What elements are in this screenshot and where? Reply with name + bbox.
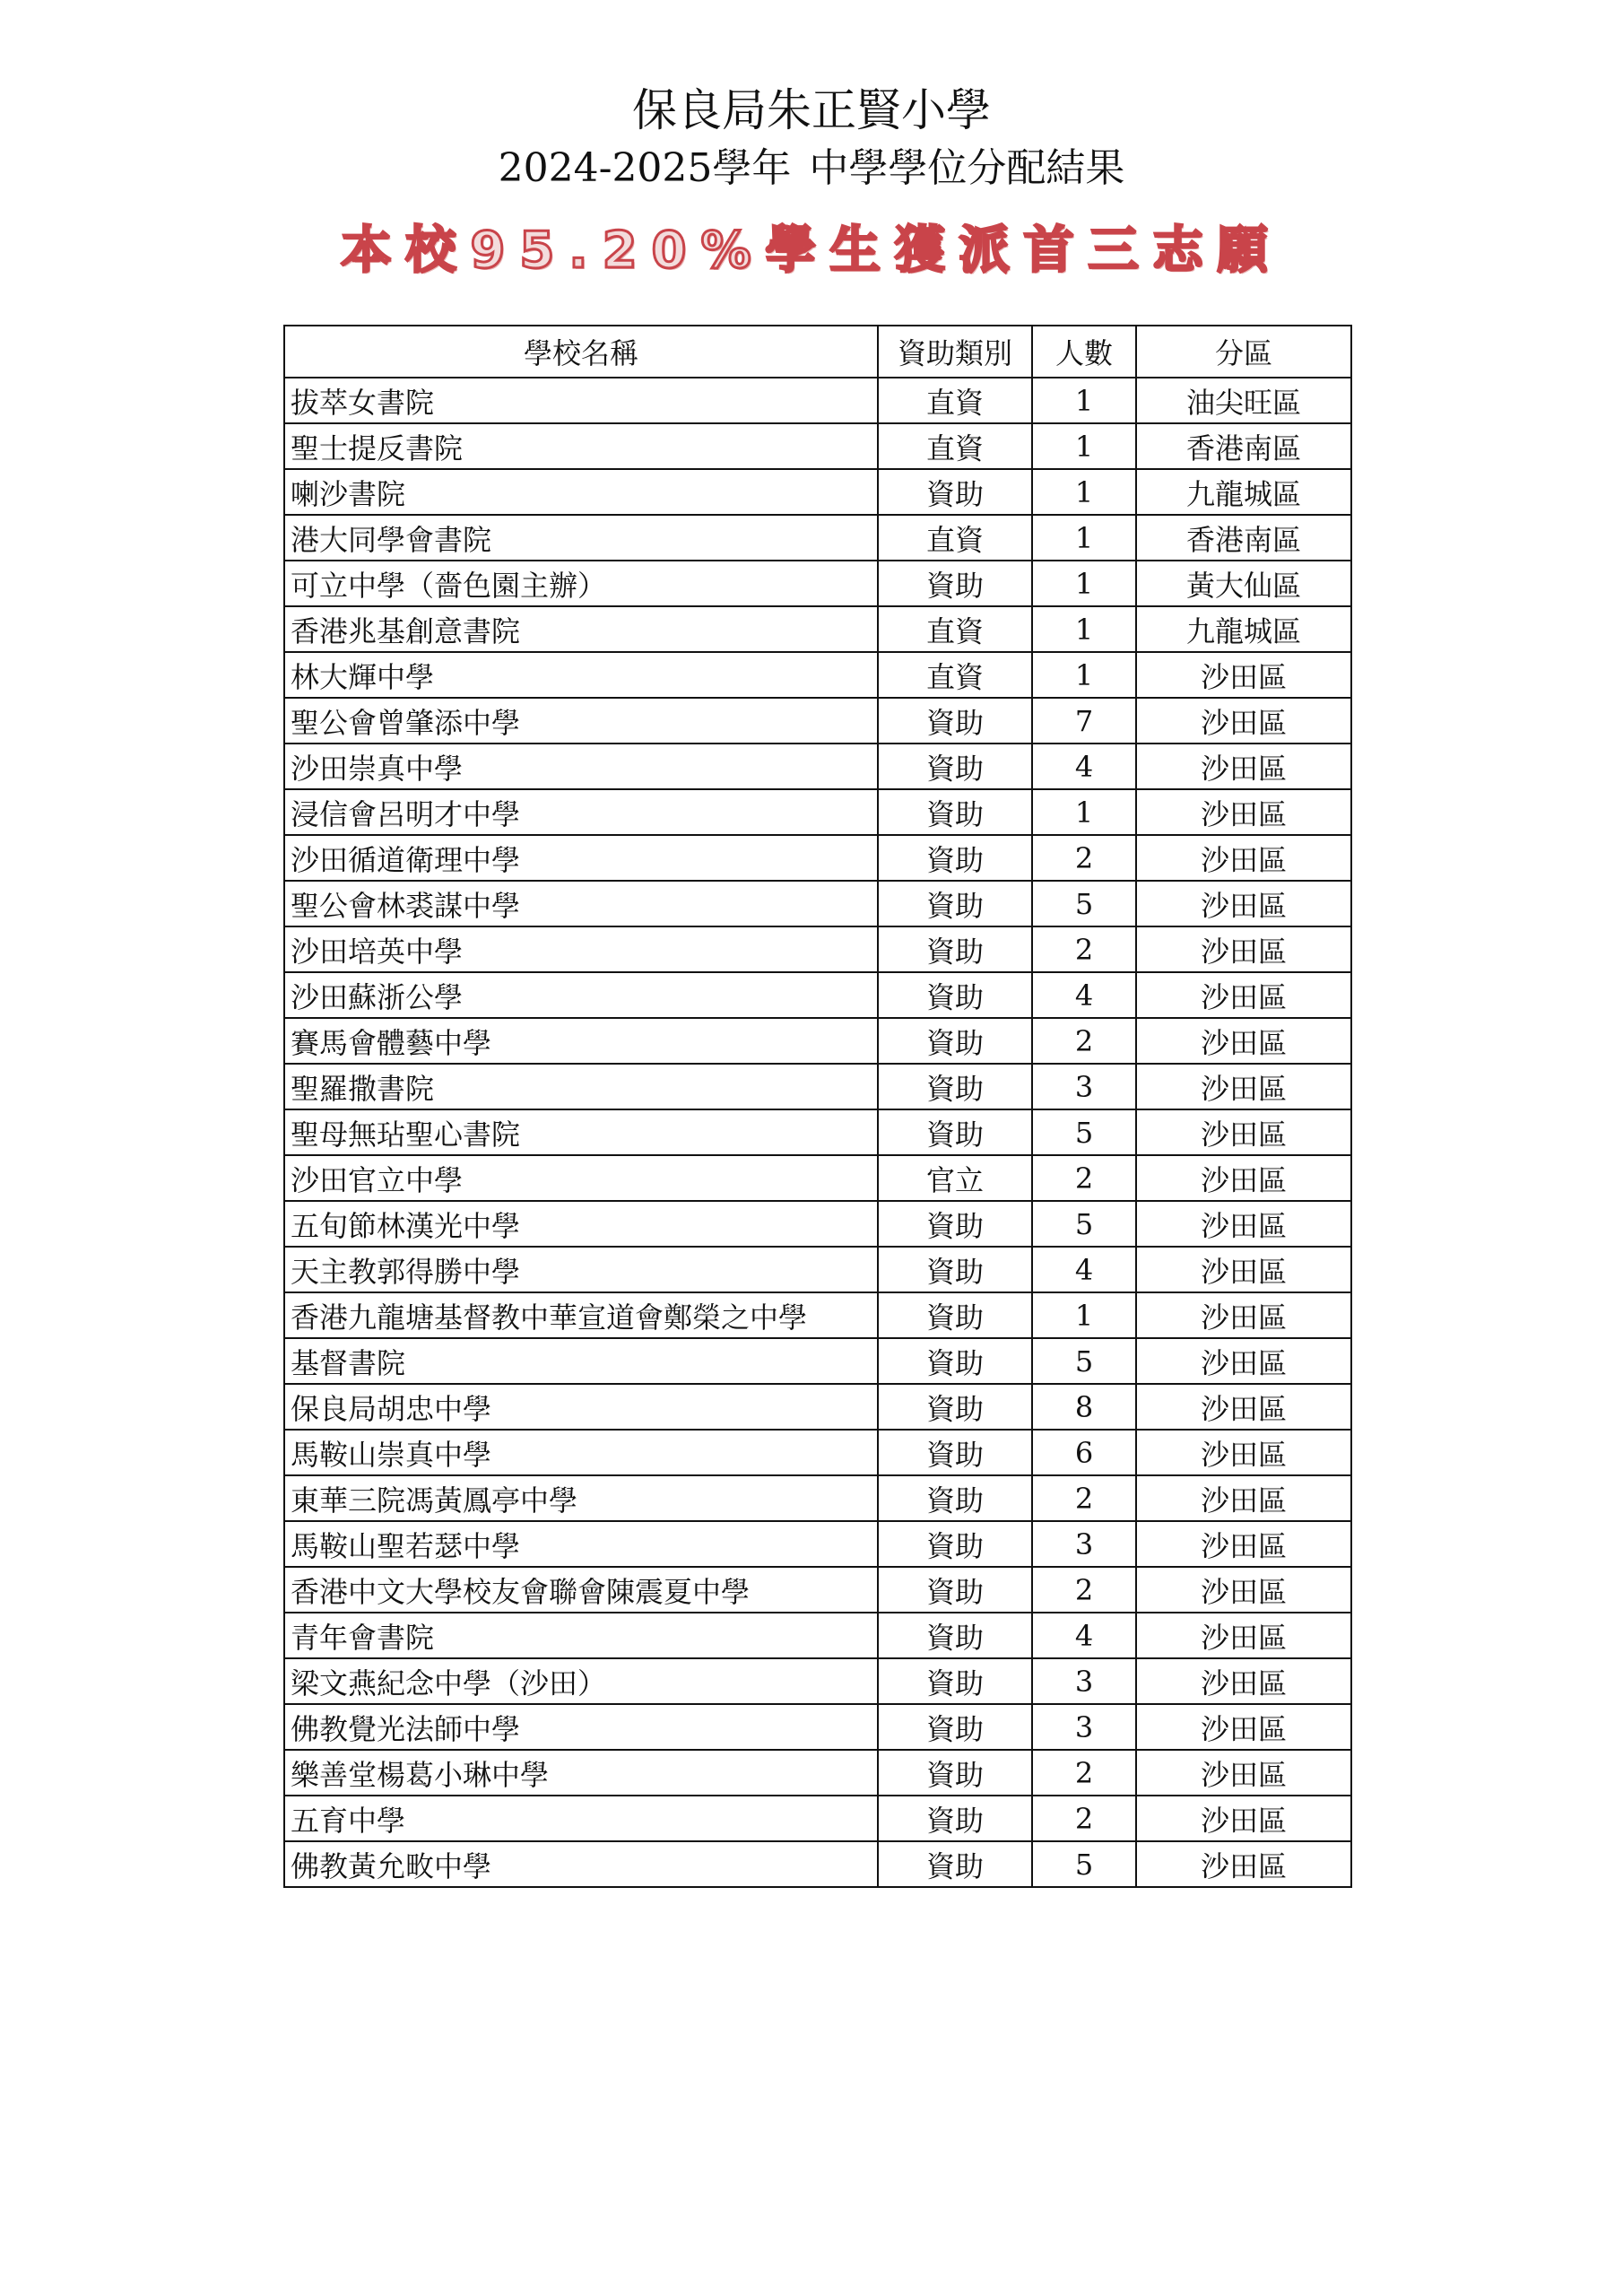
school-name-cell: 沙田培英中學 bbox=[284, 926, 878, 972]
table-row bbox=[284, 926, 1351, 972]
school-name-cell: 沙田官立中學 bbox=[284, 1155, 878, 1201]
table-row bbox=[284, 1201, 1351, 1247]
school-name: 保良局朱正賢小學 bbox=[632, 84, 991, 136]
funding-type-cell: 資助 bbox=[878, 1064, 1032, 1109]
student-count-cell: 2 bbox=[1032, 1796, 1136, 1841]
student-count-cell: 4 bbox=[1032, 1247, 1136, 1292]
district-cell: 黃大仙區 bbox=[1136, 561, 1351, 606]
table-row bbox=[284, 469, 1351, 515]
table-header-row bbox=[284, 326, 1351, 378]
table-row bbox=[284, 1750, 1351, 1796]
funding-type-cell: 資助 bbox=[878, 1475, 1032, 1521]
student-count-cell: 8 bbox=[1032, 1384, 1136, 1430]
table-row bbox=[284, 652, 1351, 698]
table-row bbox=[284, 1475, 1351, 1521]
table-row bbox=[284, 515, 1351, 561]
school-name-cell: 保良局胡忠中學 bbox=[284, 1384, 878, 1430]
column-header-school-name: 學校名稱 bbox=[284, 326, 878, 378]
funding-type-cell: 資助 bbox=[878, 926, 1032, 972]
district-cell: 沙田區 bbox=[1136, 744, 1351, 789]
district-cell: 九龍城區 bbox=[1136, 469, 1351, 515]
student-count-cell: 3 bbox=[1032, 1704, 1136, 1750]
table-row bbox=[284, 1155, 1351, 1201]
school-name-cell: 樂善堂楊葛小琳中學 bbox=[284, 1750, 878, 1796]
table-row bbox=[284, 1247, 1351, 1292]
student-count-cell: 5 bbox=[1032, 1201, 1136, 1247]
student-count-cell: 2 bbox=[1032, 1018, 1136, 1064]
funding-type-cell: 資助 bbox=[878, 1796, 1032, 1841]
school-name-cell: 聖公會林裘謀中學 bbox=[284, 881, 878, 926]
student-count-cell: 2 bbox=[1032, 926, 1136, 972]
student-count-cell: 3 bbox=[1032, 1658, 1136, 1704]
funding-type-cell: 資助 bbox=[878, 1613, 1032, 1658]
district-cell: 沙田區 bbox=[1136, 1384, 1351, 1430]
funding-type-cell: 資助 bbox=[878, 1841, 1032, 1887]
funding-type-cell: 資助 bbox=[878, 1750, 1032, 1796]
funding-type-cell: 直資 bbox=[878, 423, 1032, 469]
school-name-cell: 香港中文大學校友會聯會陳震夏中學 bbox=[284, 1567, 878, 1613]
funding-type-cell: 資助 bbox=[878, 1247, 1032, 1292]
student-count-cell: 1 bbox=[1032, 1292, 1136, 1338]
student-count-cell: 1 bbox=[1032, 561, 1136, 606]
district-cell: 沙田區 bbox=[1136, 1475, 1351, 1521]
district-cell: 沙田區 bbox=[1136, 698, 1351, 744]
funding-type-cell: 資助 bbox=[878, 561, 1032, 606]
district-cell: 沙田區 bbox=[1136, 1064, 1351, 1109]
school-name-cell: 香港兆基創意書院 bbox=[284, 606, 878, 652]
funding-type-cell: 資助 bbox=[878, 469, 1032, 515]
school-name-cell: 東華三院馮黃鳳亭中學 bbox=[284, 1475, 878, 1521]
district-cell: 沙田區 bbox=[1136, 1704, 1351, 1750]
student-count-cell: 1 bbox=[1032, 378, 1136, 423]
school-name-cell: 賽馬會體藝中學 bbox=[284, 1018, 878, 1064]
funding-type-cell: 資助 bbox=[878, 881, 1032, 926]
table-row bbox=[284, 972, 1351, 1018]
funding-type-cell: 資助 bbox=[878, 789, 1032, 835]
student-count-cell: 3 bbox=[1032, 1064, 1136, 1109]
district-cell: 九龍城區 bbox=[1136, 606, 1351, 652]
funding-type-cell: 官立 bbox=[878, 1155, 1032, 1201]
school-name-cell: 拔萃女書院 bbox=[284, 378, 878, 423]
school-name-cell: 浸信會呂明才中學 bbox=[284, 789, 878, 835]
allocation-result-title: 2024-2025學年 中學學位分配結果 bbox=[498, 145, 1125, 191]
table-row bbox=[284, 1796, 1351, 1841]
district-cell: 沙田區 bbox=[1136, 652, 1351, 698]
table-row bbox=[284, 789, 1351, 835]
student-count-cell: 5 bbox=[1032, 1841, 1136, 1887]
funding-type-cell: 資助 bbox=[878, 698, 1032, 744]
student-count-cell: 1 bbox=[1032, 606, 1136, 652]
table-row bbox=[284, 1109, 1351, 1155]
school-name-cell: 基督書院 bbox=[284, 1338, 878, 1384]
column-header-funding-type: 資助類別 bbox=[878, 326, 1032, 378]
district-cell: 沙田區 bbox=[1136, 1155, 1351, 1201]
funding-type-cell: 資助 bbox=[878, 1292, 1032, 1338]
school-name-cell: 喇沙書院 bbox=[284, 469, 878, 515]
student-count-cell: 2 bbox=[1032, 1567, 1136, 1613]
school-name-cell: 林大輝中學 bbox=[284, 652, 878, 698]
table-row bbox=[284, 1567, 1351, 1613]
funding-type-cell: 資助 bbox=[878, 1201, 1032, 1247]
district-cell: 沙田區 bbox=[1136, 1109, 1351, 1155]
table-row bbox=[284, 1613, 1351, 1658]
school-name-cell: 聖公會曾肇添中學 bbox=[284, 698, 878, 744]
top-three-choices-banner: 本校95.20%學生獲派首三志願 bbox=[341, 222, 1282, 280]
table-row bbox=[284, 1658, 1351, 1704]
district-cell: 沙田區 bbox=[1136, 1338, 1351, 1384]
student-count-cell: 1 bbox=[1032, 469, 1136, 515]
district-cell: 沙田區 bbox=[1136, 1201, 1351, 1247]
student-count-cell: 4 bbox=[1032, 744, 1136, 789]
table-row bbox=[284, 606, 1351, 652]
district-cell: 沙田區 bbox=[1136, 1567, 1351, 1613]
student-count-cell: 1 bbox=[1032, 423, 1136, 469]
district-cell: 沙田區 bbox=[1136, 1292, 1351, 1338]
table-row bbox=[284, 881, 1351, 926]
funding-type-cell: 資助 bbox=[878, 1430, 1032, 1475]
district-cell: 香港南區 bbox=[1136, 515, 1351, 561]
district-cell: 沙田區 bbox=[1136, 1430, 1351, 1475]
student-count-cell: 4 bbox=[1032, 972, 1136, 1018]
funding-type-cell: 資助 bbox=[878, 1338, 1032, 1384]
district-cell: 油尖旺區 bbox=[1136, 378, 1351, 423]
table-row bbox=[284, 1430, 1351, 1475]
funding-type-cell: 直資 bbox=[878, 378, 1032, 423]
school-name-cell: 馬鞍山崇真中學 bbox=[284, 1430, 878, 1475]
table-row bbox=[284, 1704, 1351, 1750]
district-cell: 香港南區 bbox=[1136, 423, 1351, 469]
student-count-cell: 3 bbox=[1032, 1521, 1136, 1567]
school-name-cell: 聖母無玷聖心書院 bbox=[284, 1109, 878, 1155]
funding-type-cell: 資助 bbox=[878, 1567, 1032, 1613]
funding-type-cell: 資助 bbox=[878, 1521, 1032, 1567]
district-cell: 沙田區 bbox=[1136, 1658, 1351, 1704]
student-count-cell: 5 bbox=[1032, 1109, 1136, 1155]
student-count-cell: 2 bbox=[1032, 1750, 1136, 1796]
school-name-cell: 聖士提反書院 bbox=[284, 423, 878, 469]
district-cell: 沙田區 bbox=[1136, 972, 1351, 1018]
student-count-cell: 5 bbox=[1032, 1338, 1136, 1384]
table-row bbox=[284, 698, 1351, 744]
school-name-cell: 沙田崇真中學 bbox=[284, 744, 878, 789]
school-name-cell: 馬鞍山聖若瑟中學 bbox=[284, 1521, 878, 1567]
table-body bbox=[284, 378, 1351, 1887]
school-name-cell: 聖羅撒書院 bbox=[284, 1064, 878, 1109]
funding-type-cell: 資助 bbox=[878, 744, 1032, 789]
student-count-cell: 1 bbox=[1032, 515, 1136, 561]
school-name-cell: 可立中學（嗇色園主辦） bbox=[284, 561, 878, 606]
funding-type-cell: 資助 bbox=[878, 1384, 1032, 1430]
funding-type-cell: 資助 bbox=[878, 1704, 1032, 1750]
school-name-cell: 天主教郭得勝中學 bbox=[284, 1247, 878, 1292]
funding-type-cell: 資助 bbox=[878, 972, 1032, 1018]
column-header-district: 分區 bbox=[1136, 326, 1351, 378]
table-row bbox=[284, 835, 1351, 881]
school-name-cell: 沙田蘇浙公學 bbox=[284, 972, 878, 1018]
table-row bbox=[284, 1064, 1351, 1109]
table-row bbox=[284, 423, 1351, 469]
district-cell: 沙田區 bbox=[1136, 1521, 1351, 1567]
funding-type-cell: 資助 bbox=[878, 1018, 1032, 1064]
table-row bbox=[284, 1338, 1351, 1384]
district-cell: 沙田區 bbox=[1136, 1841, 1351, 1887]
school-name-cell: 梁文燕紀念中學（沙田） bbox=[284, 1658, 878, 1704]
school-name-cell: 佛教黃允畋中學 bbox=[284, 1841, 878, 1887]
funding-type-cell: 資助 bbox=[878, 835, 1032, 881]
table-row bbox=[284, 1841, 1351, 1887]
table-row bbox=[284, 744, 1351, 789]
district-cell: 沙田區 bbox=[1136, 1796, 1351, 1841]
funding-type-cell: 直資 bbox=[878, 515, 1032, 561]
district-cell: 沙田區 bbox=[1136, 1247, 1351, 1292]
table-row bbox=[284, 1521, 1351, 1567]
school-name-cell: 港大同學會書院 bbox=[284, 515, 878, 561]
table-row bbox=[284, 378, 1351, 423]
allocation-results-table bbox=[283, 325, 1352, 1888]
funding-type-cell: 資助 bbox=[878, 1658, 1032, 1704]
column-header-student-count: 人數 bbox=[1032, 326, 1136, 378]
district-cell: 沙田區 bbox=[1136, 1750, 1351, 1796]
district-cell: 沙田區 bbox=[1136, 835, 1351, 881]
school-name-cell: 沙田循道衛理中學 bbox=[284, 835, 878, 881]
student-count-cell: 2 bbox=[1032, 1475, 1136, 1521]
table-row bbox=[284, 561, 1351, 606]
student-count-cell: 4 bbox=[1032, 1613, 1136, 1658]
table-row bbox=[284, 1018, 1351, 1064]
school-name-cell: 香港九龍塘基督教中華宣道會鄭榮之中學 bbox=[284, 1292, 878, 1338]
school-name-cell: 五育中學 bbox=[284, 1796, 878, 1841]
student-count-cell: 2 bbox=[1032, 835, 1136, 881]
table-row bbox=[284, 1292, 1351, 1338]
school-name-cell: 佛教覺光法師中學 bbox=[284, 1704, 878, 1750]
student-count-cell: 7 bbox=[1032, 698, 1136, 744]
funding-type-cell: 直資 bbox=[878, 652, 1032, 698]
student-count-cell: 1 bbox=[1032, 789, 1136, 835]
school-name-cell: 青年會書院 bbox=[284, 1613, 878, 1658]
school-name-cell: 五旬節林漢光中學 bbox=[284, 1201, 878, 1247]
student-count-cell: 1 bbox=[1032, 652, 1136, 698]
district-cell: 沙田區 bbox=[1136, 1613, 1351, 1658]
student-count-cell: 2 bbox=[1032, 1155, 1136, 1201]
district-cell: 沙田區 bbox=[1136, 926, 1351, 972]
district-cell: 沙田區 bbox=[1136, 789, 1351, 835]
table-row bbox=[284, 1384, 1351, 1430]
funding-type-cell: 直資 bbox=[878, 606, 1032, 652]
student-count-cell: 6 bbox=[1032, 1430, 1136, 1475]
district-cell: 沙田區 bbox=[1136, 1018, 1351, 1064]
district-cell: 沙田區 bbox=[1136, 881, 1351, 926]
student-count-cell: 5 bbox=[1032, 881, 1136, 926]
funding-type-cell: 資助 bbox=[878, 1109, 1032, 1155]
